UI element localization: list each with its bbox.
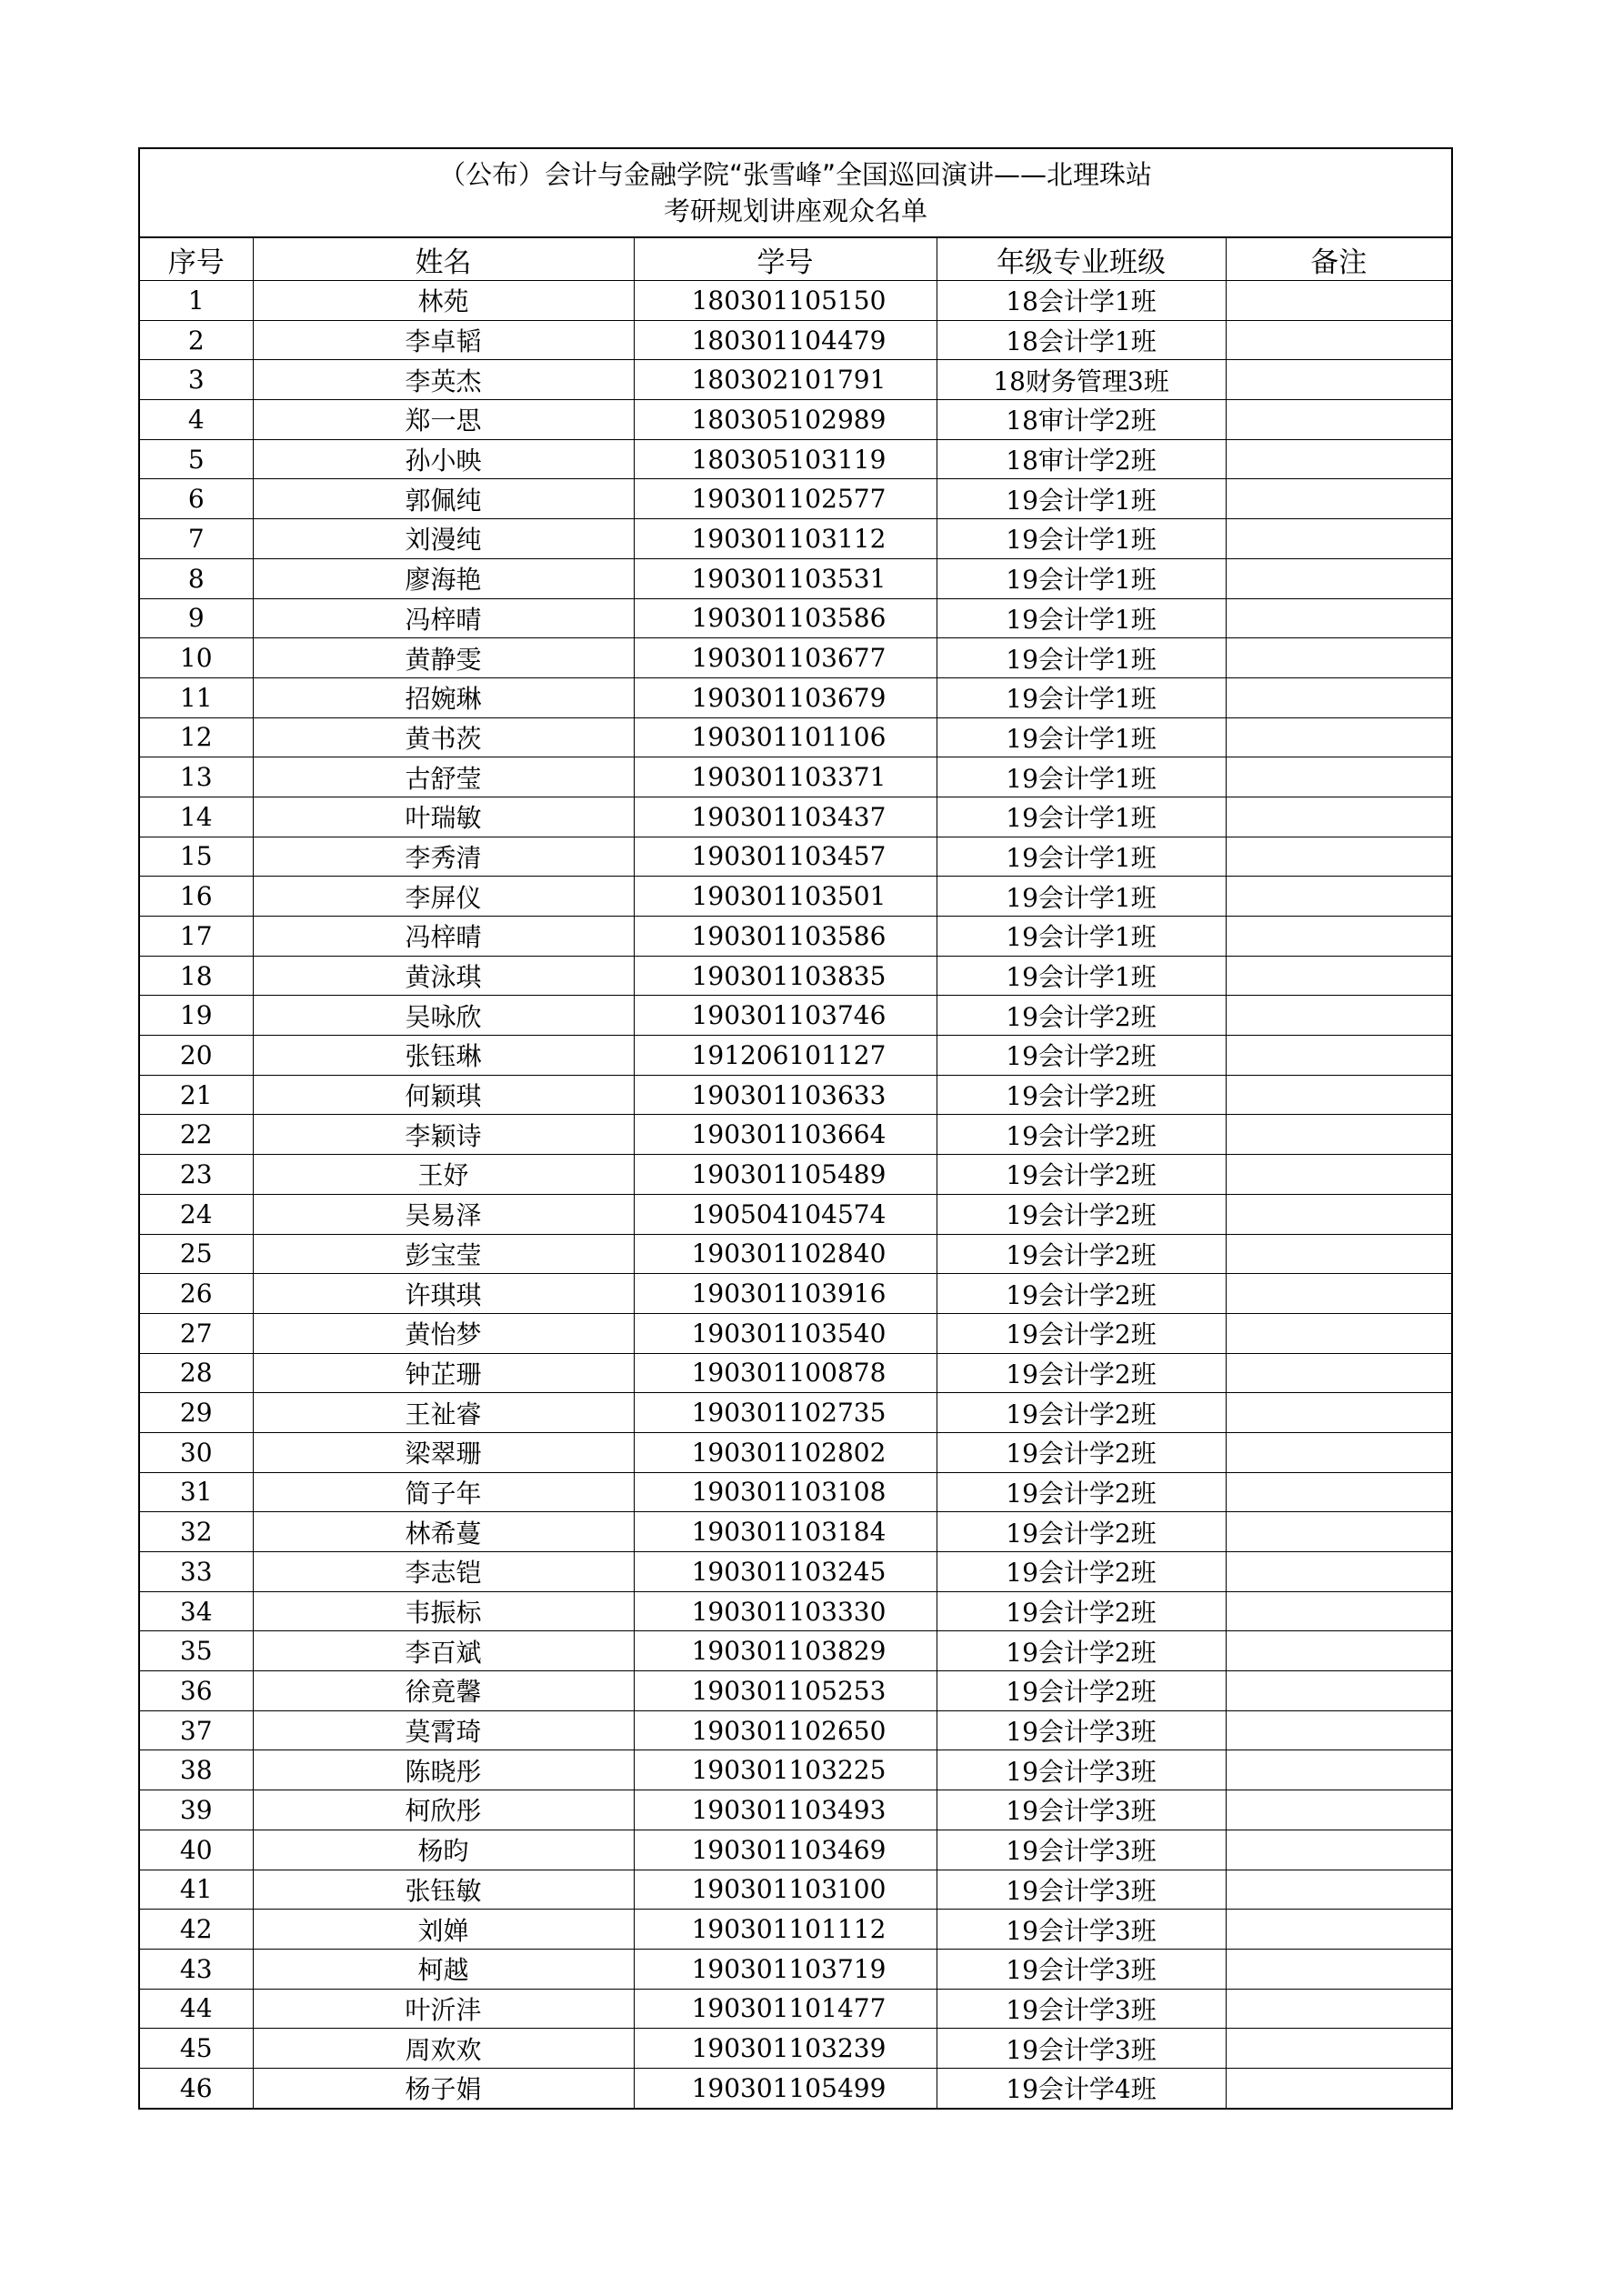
cell-student-id: 190301103469 [634, 1830, 937, 1870]
cell-name: 王祉睿 [253, 1393, 634, 1433]
cell-notes [1226, 1750, 1452, 1790]
cell-index: 32 [139, 1512, 253, 1552]
cell-class: 19会计学1班 [937, 797, 1226, 837]
cell-student-id: 190301103457 [634, 837, 937, 877]
cell-student-id: 190301103330 [634, 1591, 937, 1631]
header-row [139, 237, 1452, 281]
cell-student-id: 190301102577 [634, 479, 937, 519]
cell-index: 21 [139, 1075, 253, 1115]
cell-notes [1226, 1234, 1452, 1274]
cell-index: 33 [139, 1552, 253, 1592]
cell-name: 陈晓彤 [253, 1750, 634, 1790]
cell-notes [1226, 1671, 1452, 1711]
cell-index: 36 [139, 1671, 253, 1711]
cell-class: 19会计学2班 [937, 1512, 1226, 1552]
table-row [139, 1234, 1452, 1274]
table-row [139, 1274, 1452, 1314]
cell-notes [1226, 1353, 1452, 1393]
cell-name: 黄书茨 [253, 717, 634, 757]
cell-student-id: 190301103829 [634, 1631, 937, 1671]
table-row [139, 1790, 1452, 1830]
cell-notes [1226, 1710, 1452, 1750]
cell-index: 38 [139, 1750, 253, 1790]
cell-name: 黄泳琪 [253, 956, 634, 996]
cell-name: 郭佩纯 [253, 479, 634, 519]
table-row [139, 677, 1452, 717]
cell-notes [1226, 1115, 1452, 1155]
cell-notes [1226, 1989, 1452, 2029]
cell-index: 40 [139, 1830, 253, 1870]
cell-class: 19会计学1班 [937, 638, 1226, 678]
cell-index: 31 [139, 1472, 253, 1512]
cell-class: 19会计学2班 [937, 1472, 1226, 1512]
cell-notes [1226, 1830, 1452, 1870]
cell-student-id: 190301103746 [634, 996, 937, 1036]
table-row [139, 1870, 1452, 1910]
cell-index: 37 [139, 1710, 253, 1750]
cell-class: 19会计学1班 [937, 558, 1226, 598]
cell-index: 2 [139, 320, 253, 360]
table-row [139, 281, 1452, 321]
cell-student-id: 190301103493 [634, 1790, 937, 1830]
cell-index: 4 [139, 400, 253, 440]
cell-student-id: 190301103245 [634, 1552, 937, 1592]
cell-class: 19会计学3班 [937, 1710, 1226, 1750]
cell-class: 19会计学2班 [937, 1155, 1226, 1195]
cell-class: 19会计学1班 [937, 917, 1226, 957]
cell-student-id: 190301105489 [634, 1155, 937, 1195]
cell-class: 19会计学2班 [937, 1115, 1226, 1155]
cell-name: 何颖琪 [253, 1075, 634, 1115]
cell-student-id: 190301103501 [634, 877, 937, 917]
cell-student-id: 190301102840 [634, 1234, 937, 1274]
cell-name: 张钰琳 [253, 1036, 634, 1076]
cell-student-id: 190301103586 [634, 917, 937, 957]
cell-notes [1226, 677, 1452, 717]
cell-name: 李秀清 [253, 837, 634, 877]
table-row [139, 1115, 1452, 1155]
cell-class: 19会计学2班 [937, 1552, 1226, 1592]
cell-class: 18财务管理3班 [937, 360, 1226, 400]
cell-index: 44 [139, 1989, 253, 2029]
cell-name: 刘婵 [253, 1910, 634, 1950]
cell-name: 孙小映 [253, 439, 634, 479]
cell-student-id: 190301103371 [634, 757, 937, 797]
table-row [139, 1155, 1452, 1195]
cell-class: 18会计学1班 [937, 281, 1226, 321]
cell-notes [1226, 917, 1452, 957]
cell-name: 古舒莹 [253, 757, 634, 797]
cell-notes [1226, 2068, 1452, 2108]
cell-name: 郑一思 [253, 400, 634, 440]
cell-index: 22 [139, 1115, 253, 1155]
table-row [139, 479, 1452, 519]
cell-notes [1226, 320, 1452, 360]
cell-index: 25 [139, 1234, 253, 1274]
cell-class: 19会计学2班 [937, 1234, 1226, 1274]
cell-student-id: 190301103664 [634, 1115, 937, 1155]
cell-index: 26 [139, 1274, 253, 1314]
cell-class: 19会计学4班 [937, 2068, 1226, 2108]
cell-student-id: 190301103633 [634, 1075, 937, 1115]
cell-name: 周欢欢 [253, 2029, 634, 2069]
table-row [139, 320, 1452, 360]
cell-class: 19会计学2班 [937, 1671, 1226, 1711]
header-student-id: 学号 [634, 237, 937, 281]
cell-notes [1226, 1591, 1452, 1631]
table-row [139, 1432, 1452, 1472]
cell-student-id: 190301103184 [634, 1512, 937, 1552]
cell-student-id: 190301102735 [634, 1393, 937, 1433]
table-row [139, 1671, 1452, 1711]
cell-notes [1226, 1313, 1452, 1353]
cell-index: 13 [139, 757, 253, 797]
cell-index: 28 [139, 1353, 253, 1393]
cell-class: 19会计学3班 [937, 1989, 1226, 2029]
cell-notes [1226, 1472, 1452, 1512]
cell-name: 韦振标 [253, 1591, 634, 1631]
cell-class: 18审计学2班 [937, 400, 1226, 440]
table-row [139, 2068, 1452, 2108]
cell-student-id: 190301100878 [634, 1353, 937, 1393]
cell-class: 19会计学2班 [937, 1353, 1226, 1393]
table-row [139, 1591, 1452, 1631]
table-row [139, 1512, 1452, 1552]
cell-name: 莫霄琦 [253, 1710, 634, 1750]
cell-index: 41 [139, 1870, 253, 1910]
cell-student-id: 190301103225 [634, 1750, 937, 1790]
cell-notes [1226, 1512, 1452, 1552]
cell-name: 李志铠 [253, 1552, 634, 1592]
cell-class: 19会计学3班 [937, 2029, 1226, 2069]
table-row [139, 717, 1452, 757]
cell-name: 梁翠珊 [253, 1432, 634, 1472]
cell-name: 吴易泽 [253, 1194, 634, 1234]
cell-notes [1226, 1393, 1452, 1433]
cell-student-id: 190301103916 [634, 1274, 937, 1314]
cell-class: 19会计学2班 [937, 1036, 1226, 1076]
cell-notes [1226, 717, 1452, 757]
cell-class: 19会计学1班 [937, 677, 1226, 717]
cell-class: 19会计学2班 [937, 996, 1226, 1036]
cell-index: 39 [139, 1790, 253, 1830]
table-row [139, 1830, 1452, 1870]
cell-class: 19会计学2班 [937, 1313, 1226, 1353]
cell-class: 19会计学2班 [937, 1591, 1226, 1631]
table-row [139, 917, 1452, 957]
cell-index: 16 [139, 877, 253, 917]
cell-class: 19会计学3班 [937, 1830, 1226, 1870]
cell-name: 李屏仪 [253, 877, 634, 917]
cell-class: 18审计学2班 [937, 439, 1226, 479]
table-row [139, 400, 1452, 440]
cell-notes [1226, 1631, 1452, 1671]
header-notes: 备注 [1226, 237, 1452, 281]
cell-notes [1226, 1036, 1452, 1076]
cell-notes [1226, 1870, 1452, 1910]
table-row [139, 1472, 1452, 1512]
cell-class: 19会计学2班 [937, 1432, 1226, 1472]
cell-notes [1226, 1552, 1452, 1592]
cell-index: 15 [139, 837, 253, 877]
table-row [139, 1750, 1452, 1790]
cell-name: 徐竟馨 [253, 1671, 634, 1711]
cell-index: 45 [139, 2029, 253, 2069]
cell-name: 彭宝莹 [253, 1234, 634, 1274]
table-row [139, 598, 1452, 638]
title-line-1: （公布）会计与金融学院“张雪峰”全国巡回演讲——北理珠站 [438, 159, 1153, 190]
cell-index: 19 [139, 996, 253, 1036]
cell-notes [1226, 558, 1452, 598]
cell-name: 叶沂沣 [253, 1989, 634, 2029]
cell-index: 24 [139, 1194, 253, 1234]
cell-name: 简子年 [253, 1472, 634, 1512]
header-class: 年级专业班级 [937, 237, 1226, 281]
table-row [139, 519, 1452, 559]
cell-index: 14 [139, 797, 253, 837]
table-row [139, 956, 1452, 996]
cell-notes [1226, 1194, 1452, 1234]
cell-name: 叶瑞敏 [253, 797, 634, 837]
cell-name: 吴咏欣 [253, 996, 634, 1036]
cell-index: 3 [139, 360, 253, 400]
cell-notes [1226, 439, 1452, 479]
header-index: 序号 [139, 237, 253, 281]
cell-class: 19会计学3班 [937, 1750, 1226, 1790]
cell-name: 林希蔓 [253, 1512, 634, 1552]
header-name: 姓名 [253, 237, 634, 281]
table-row [139, 1075, 1452, 1115]
cell-name: 杨子娟 [253, 2068, 634, 2108]
cell-notes [1226, 757, 1452, 797]
table-row [139, 837, 1452, 877]
cell-name: 钟芷珊 [253, 1353, 634, 1393]
table-row [139, 360, 1452, 400]
table-row [139, 757, 1452, 797]
cell-index: 8 [139, 558, 253, 598]
cell-index: 17 [139, 917, 253, 957]
cell-student-id: 190301103679 [634, 677, 937, 717]
table-row [139, 638, 1452, 678]
table-row [139, 439, 1452, 479]
cell-student-id: 190301103677 [634, 638, 937, 678]
cell-class: 19会计学3班 [937, 1949, 1226, 1989]
cell-class: 19会计学1班 [937, 519, 1226, 559]
table-body [139, 281, 1452, 2109]
cell-notes [1226, 638, 1452, 678]
cell-notes [1226, 1274, 1452, 1314]
cell-index: 6 [139, 479, 253, 519]
table-row [139, 2029, 1452, 2069]
cell-student-id: 190301103531 [634, 558, 937, 598]
cell-name: 林苑 [253, 281, 634, 321]
cell-name: 柯越 [253, 1949, 634, 1989]
table-row [139, 1710, 1452, 1750]
cell-student-id: 190301103540 [634, 1313, 937, 1353]
cell-notes [1226, 281, 1452, 321]
table-row [139, 1949, 1452, 1989]
cell-student-id: 180302101791 [634, 360, 937, 400]
cell-notes [1226, 797, 1452, 837]
cell-student-id: 190301103239 [634, 2029, 937, 2069]
cell-notes [1226, 996, 1452, 1036]
table-row [139, 797, 1452, 837]
cell-notes [1226, 1155, 1452, 1195]
cell-student-id: 190504104574 [634, 1194, 937, 1234]
table-row [139, 1353, 1452, 1393]
cell-index: 46 [139, 2068, 253, 2108]
table-row [139, 1393, 1452, 1433]
cell-index: 18 [139, 956, 253, 996]
cell-student-id: 190301101112 [634, 1910, 937, 1950]
cell-notes [1226, 400, 1452, 440]
cell-student-id: 190301103100 [634, 1870, 937, 1910]
cell-name: 招婉琳 [253, 677, 634, 717]
cell-name: 李颖诗 [253, 1115, 634, 1155]
table-title [139, 148, 1452, 237]
cell-index: 11 [139, 677, 253, 717]
cell-notes [1226, 1910, 1452, 1950]
cell-class: 19会计学2班 [937, 1274, 1226, 1314]
cell-index: 1 [139, 281, 253, 321]
cell-index: 29 [139, 1393, 253, 1433]
title-line-2: 考研规划讲座观众名单 [664, 196, 928, 226]
cell-class: 19会计学1班 [937, 757, 1226, 797]
cell-index: 12 [139, 717, 253, 757]
cell-notes [1226, 877, 1452, 917]
cell-student-id: 190301103108 [634, 1472, 937, 1512]
cell-notes [1226, 1949, 1452, 1989]
cell-class: 19会计学1班 [937, 956, 1226, 996]
cell-notes [1226, 2029, 1452, 2069]
cell-class: 19会计学1班 [937, 598, 1226, 638]
cell-student-id: 190301103586 [634, 598, 937, 638]
cell-student-id: 190301105499 [634, 2068, 937, 2108]
cell-index: 7 [139, 519, 253, 559]
cell-student-id: 190301102650 [634, 1710, 937, 1750]
cell-class: 19会计学2班 [937, 1393, 1226, 1433]
cell-name: 黄静雯 [253, 638, 634, 678]
table-row [139, 1552, 1452, 1592]
cell-name: 冯梓晴 [253, 598, 634, 638]
attendee-sheet [138, 147, 1451, 2110]
cell-index: 23 [139, 1155, 253, 1195]
cell-name: 柯欣彤 [253, 1790, 634, 1830]
cell-notes [1226, 360, 1452, 400]
cell-notes [1226, 956, 1452, 996]
cell-notes [1226, 1075, 1452, 1115]
cell-class: 18会计学1班 [937, 320, 1226, 360]
cell-notes [1226, 1432, 1452, 1472]
cell-student-id: 190301103112 [634, 519, 937, 559]
cell-student-id: 180301104479 [634, 320, 937, 360]
cell-name: 刘漫纯 [253, 519, 634, 559]
cell-student-id: 190301105253 [634, 1671, 937, 1711]
cell-index: 5 [139, 439, 253, 479]
cell-index: 10 [139, 638, 253, 678]
table-row [139, 1036, 1452, 1076]
table-row [139, 877, 1452, 917]
cell-student-id: 190301101106 [634, 717, 937, 757]
cell-class: 19会计学1班 [937, 877, 1226, 917]
cell-name: 李百斌 [253, 1631, 634, 1671]
cell-class: 19会计学1班 [937, 717, 1226, 757]
cell-index: 30 [139, 1432, 253, 1472]
cell-name: 李英杰 [253, 360, 634, 400]
cell-class: 19会计学2班 [937, 1194, 1226, 1234]
table-row [139, 1631, 1452, 1671]
cell-index: 43 [139, 1949, 253, 1989]
cell-notes [1226, 519, 1452, 559]
cell-index: 20 [139, 1036, 253, 1076]
table-row [139, 1194, 1452, 1234]
table-row [139, 996, 1452, 1036]
cell-class: 19会计学2班 [937, 1075, 1226, 1115]
cell-student-id: 190301101477 [634, 1989, 937, 2029]
attendee-table [138, 147, 1453, 2110]
cell-name: 杨昀 [253, 1830, 634, 1870]
cell-name: 冯梓晴 [253, 917, 634, 957]
cell-class: 19会计学3班 [937, 1790, 1226, 1830]
cell-notes [1226, 479, 1452, 519]
cell-student-id: 190301103835 [634, 956, 937, 996]
table-row [139, 1989, 1452, 2029]
table-row [139, 558, 1452, 598]
cell-name: 黄怡梦 [253, 1313, 634, 1353]
cell-name: 王妤 [253, 1155, 634, 1195]
cell-name: 廖海艳 [253, 558, 634, 598]
cell-class: 19会计学3班 [937, 1870, 1226, 1910]
cell-class: 19会计学1班 [937, 837, 1226, 877]
cell-name: 许琪琪 [253, 1274, 634, 1314]
cell-index: 35 [139, 1631, 253, 1671]
cell-name: 李卓韬 [253, 320, 634, 360]
table-row [139, 1313, 1452, 1353]
cell-student-id: 180305103119 [634, 439, 937, 479]
cell-student-id: 180301105150 [634, 281, 937, 321]
cell-notes [1226, 837, 1452, 877]
cell-index: 42 [139, 1910, 253, 1950]
cell-index: 34 [139, 1591, 253, 1631]
cell-class: 19会计学2班 [937, 1631, 1226, 1671]
table-row [139, 1910, 1452, 1950]
cell-class: 19会计学1班 [937, 479, 1226, 519]
cell-student-id: 180305102989 [634, 400, 937, 440]
cell-student-id: 190301103437 [634, 797, 937, 837]
cell-index: 27 [139, 1313, 253, 1353]
cell-class: 19会计学3班 [937, 1910, 1226, 1950]
cell-name: 张钰敏 [253, 1870, 634, 1910]
cell-notes [1226, 1790, 1452, 1830]
cell-notes [1226, 598, 1452, 638]
cell-student-id: 190301103719 [634, 1949, 937, 1989]
cell-index: 9 [139, 598, 253, 638]
cell-student-id: 190301102802 [634, 1432, 937, 1472]
cell-student-id: 191206101127 [634, 1036, 937, 1076]
